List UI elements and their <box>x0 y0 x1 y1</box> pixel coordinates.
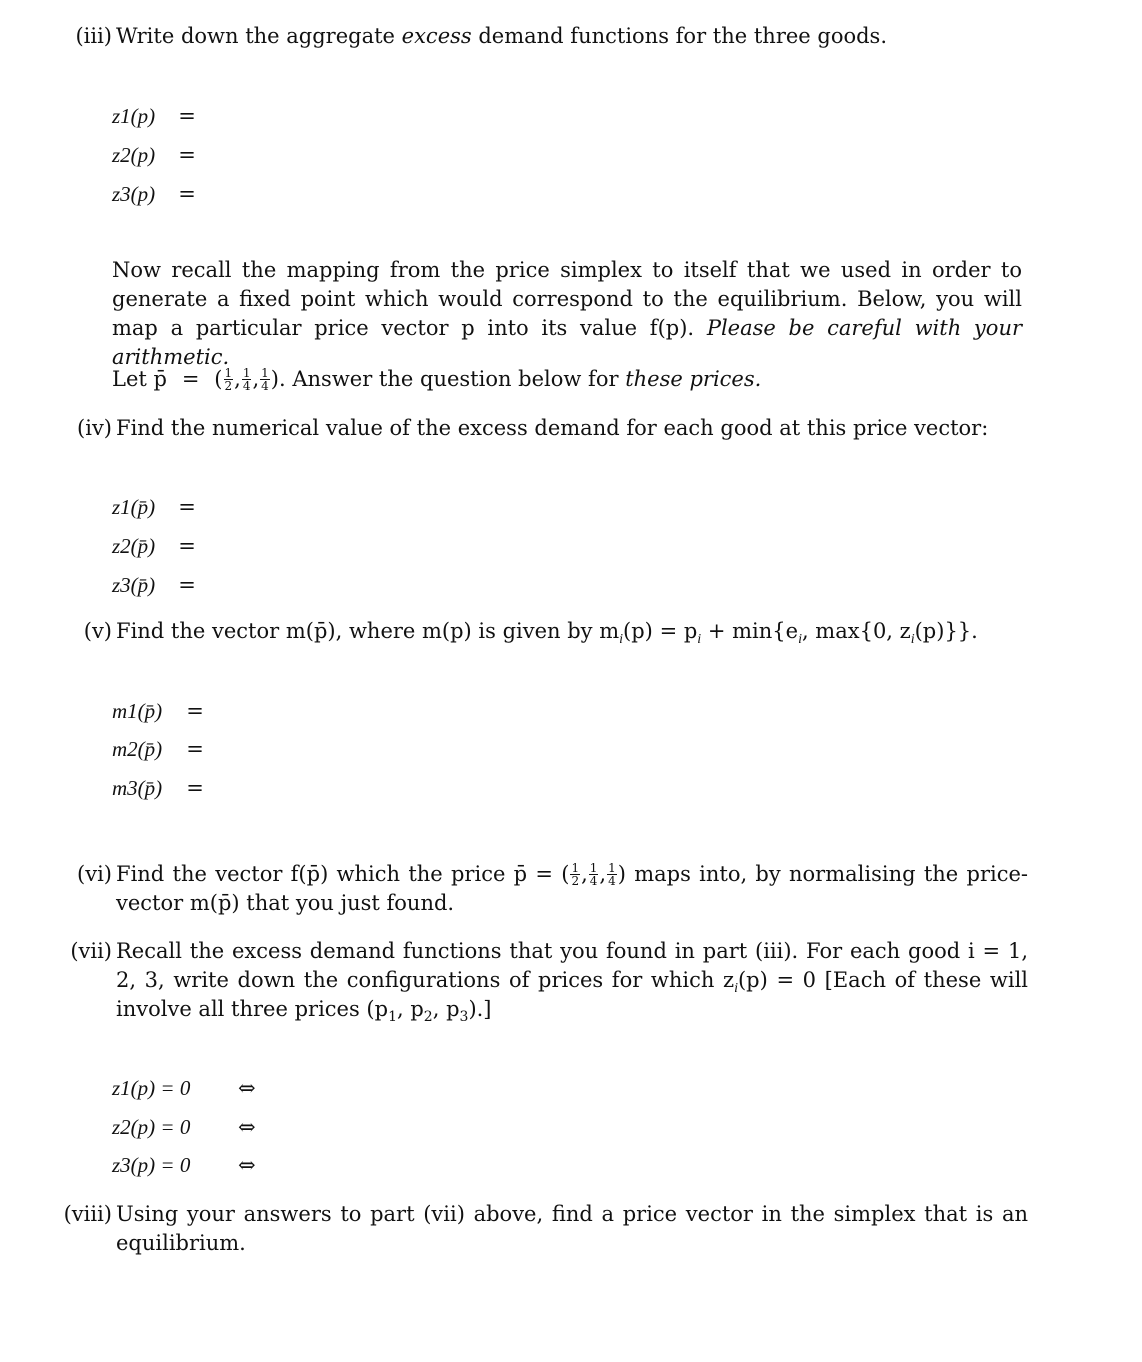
equation-row <box>112 140 202 170</box>
question-label: (vii) <box>70 939 112 963</box>
equation-lhs: m2(p̄) <box>112 736 163 761</box>
equation-row <box>112 1150 256 1180</box>
fraction: $\frac{1}{4}$ <box>608 861 616 889</box>
equals-sign: = <box>186 698 204 723</box>
fraction: $\frac{1}{2}$ <box>224 366 233 394</box>
fraction: $\frac{1}{4}$ <box>242 366 251 394</box>
paragraph-text: Now recall the mapping from the price simplex to itself that we used in order to generate a fixed point which would correspond to the equilibrium. Below, you will map a particular price vector p into its value f(p). <box>112 258 1022 340</box>
equation-lhs: z3(p) <box>112 181 156 206</box>
question-label: (viii) <box>63 1202 112 1226</box>
equation-row <box>112 773 210 803</box>
question-label: (iv) <box>77 416 112 440</box>
equation-row <box>112 492 202 522</box>
emphasis-text: excess <box>401 24 472 48</box>
iff-arrow-icon: ⇔ <box>238 1075 256 1100</box>
equals-sign: = <box>178 103 196 128</box>
equation-lhs: m3(p̄) <box>112 775 163 800</box>
equation-lhs: z1(p) <box>112 103 156 128</box>
recall-paragraph <box>112 256 1022 372</box>
question-text: Find the numerical value of the excess demand for each good at this price vector: <box>116 416 989 440</box>
equation-lhs: m1(p̄) <box>112 698 163 723</box>
question-label: (iii) <box>75 24 112 48</box>
equals-sign: = <box>178 494 196 519</box>
emphasis-text: these prices. <box>625 367 762 391</box>
question-text: Recall the excess demand functions that you found in part (iii). For each good i = 1, 2, 3, write down the configurations of prices for which z <box>116 939 1028 992</box>
fraction: $\frac{1}{4}$ <box>261 366 269 394</box>
equation-lhs: z2(p) = 0 <box>112 1114 191 1139</box>
question-text-2: ) maps into, by normalising the price-vector m(p̄) that you just found. <box>116 862 1028 915</box>
iff-arrow-icon: ⇔ <box>238 1152 256 1177</box>
equation-row <box>112 696 210 726</box>
emphasis-text: Please be careful with your arithmetic. <box>112 316 1023 369</box>
equation-lhs: z2(p) <box>112 142 156 167</box>
equation-row <box>112 101 202 131</box>
question-iii <box>48 22 1028 51</box>
let-line: Let p̄ = ( $\frac{1}{2}$ , $\frac{1}{4}$ , $\frac{1}{4}$ ). Answer the question below for these prices. <box>112 366 762 394</box>
equation-row <box>112 734 210 764</box>
equals-sign: = <box>181 367 200 391</box>
equation-row <box>112 1073 256 1103</box>
equation-lhs: z3(p) = 0 <box>112 1152 191 1177</box>
fraction: $\frac{1}{4}$ <box>589 861 598 889</box>
question-v: (v) Find the vector m(p̄), where m(p) is given by $m_i(p) = p_i + \min\{e_i$, max{0, $z_i(p)$}}. <box>48 617 1028 646</box>
question-iv <box>48 414 1028 443</box>
question-text: Write down the aggregate <box>116 24 402 48</box>
let-text: Let p̄ <box>112 367 167 391</box>
equation-row <box>112 570 202 600</box>
question-vi: (vi) Find the vector f(p̄) which the price p̄ = ( $\frac{1}{2}$ , $\frac{1}{4}$ , $\frac{1}{4}$ ) maps into, by normalising the price-vector m(p̄) that you just found. <box>48 860 1028 918</box>
equation-row <box>112 531 202 561</box>
question-viii <box>48 1200 1028 1258</box>
equals-sign: = <box>178 181 196 206</box>
equation-lhs: z3(p̄) <box>112 572 156 597</box>
equals-sign: = <box>178 533 196 558</box>
question-text: demand functions for the three goods. <box>471 24 888 48</box>
equation-row <box>112 1112 256 1142</box>
equals-sign: = <box>178 142 196 167</box>
fraction: $\frac{1}{2}$ <box>571 861 580 889</box>
equation-lhs: z1(p) = 0 <box>112 1075 191 1100</box>
question-label: (v) <box>83 619 112 643</box>
equals-sign: = <box>186 736 204 761</box>
question-text: Find the vector m(p̄), where m(p) is given by m <box>116 619 620 643</box>
equals-sign: = <box>178 572 196 597</box>
iff-arrow-icon: ⇔ <box>238 1114 256 1139</box>
question-text: Using your answers to part (vii) above, find a price vector in the simplex that is an equilibrium. <box>116 1202 1028 1255</box>
equation-lhs: z1(p̄) <box>112 494 156 519</box>
question-text: Find the vector f(p̄) which the price p̄ = ( <box>116 862 570 886</box>
question-vii: (vii) Recall the excess demand functions that you found in part (iii). For each good i = 1, 2, 3, write down the configurations of prices for which $z_i(p) = 0$ [Each of these will involve all three prices ($p_1$, $p_2$, $p_3$).] <box>48 937 1028 1024</box>
equation-lhs: z2(p̄) <box>112 533 156 558</box>
let-text-2: . Answer the question below for <box>279 367 626 391</box>
equation-row <box>112 179 202 209</box>
question-label: (vi) <box>77 862 112 886</box>
equals-sign: = <box>186 775 204 800</box>
